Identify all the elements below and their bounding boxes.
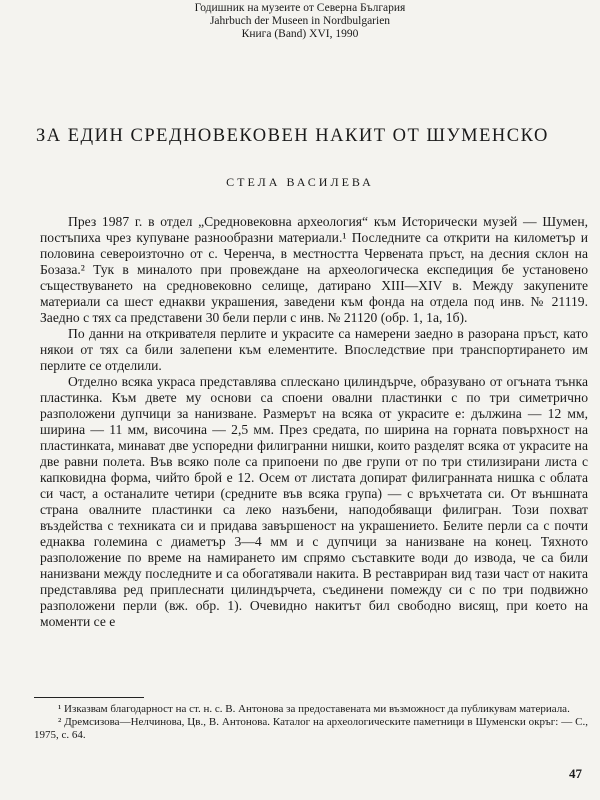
paragraph: През 1987 г. в отдел „Средновековна археология“ към Исторически музей — Шумен, постъпиха чрез купуване разнообразни материали.¹ Последните са открити на километър и половина североизточно от с. Черенча, в местността Червената пръст, на десния склон на Бозаза.² Тук в миналото при провеждане на археологическа експедиция бе установено съществуването на средновековно селище, датирано XIII—XIV в. Между закупените материали са шест еднакви украшения, заведени към фонда на отдела под инв. № 21119. Заедно с тях са представени 30 бели перли с инв. № 21120 (обр. 1, 1а, 1б).	[40, 214, 588, 325]
article-body	[40, 214, 588, 630]
article-author: СТЕЛА ВАСИЛЕВА	[226, 175, 374, 189]
page-number: 47	[569, 766, 582, 781]
journal-volume: Книга (Band) XVI, 1990	[241, 28, 359, 40]
journal-name-de: Jahrbuch der Museen in Nordbulgarien	[209, 15, 391, 27]
paragraph: По данни на откривателя перлите и украсите са намерени заедно в разорана пръст, като някои от тях са били залепени към елементите. Впоследствие при транспортирането им перлите се отделили.	[40, 326, 588, 373]
footnote-divider	[34, 697, 144, 698]
journal-name-bg: Годишник на музеите от Северна България	[194, 2, 406, 14]
paragraph: Отделно всяка украса представлява сплескано цилиндърче, образувано от огъната тънка пластинка. Към двете му основи са споени овални пластинки с по три симетрично разположени дупчици за нанизване. Размерът на всяка от украсите е: дължина — 12 мм, ширина — 11 мм, височина — 2,5 мм. През средата, по ширина на горната повърхност на пластинката, минават две успоредни филигранни нишки, които разделят всяка от украсите на две равни полета. Във всяко поле са припоени по две групи от по три стилизирани листа с капковидна форма, чийто брой е 12. Осем от листата допират филигранната нишка с облата си част, а останалите четири (средните във всяка група) — с връхчетата си. От външната страна овалните пластинки са леко назъбени, наподобяващи филигран. Този похват въздейства с техниката си и придава завършеност на украшението. Белите перли са с почти еднаква големина с диаметър 3—4 мм и с дупчици за нанизване на конец. Тяхното разположение по време на намирането им спрямо съставките води до извода, че са били нанизвани между последните и са обогатявали накита. В реставриран вид тази част от накита представлява ред приплеснати цилиндърчета, съединени помежду си с по три подвижно разположени перли (вж. обр. 1). Очевидно накитът бил свободно висящ, при което на моменти се е	[40, 374, 588, 629]
footnote: ¹ Изказвам благодарност на ст. н. с. В. Антонова за предоставената ми възможност да публикувам материала.	[58, 703, 570, 715]
footnotes	[34, 703, 588, 742]
journal-header	[0, 2, 600, 41]
footnote: ² Дремсизова—Нелчинова, Цв., В. Антонова. Каталог на археологическите паметници в Шуменски окръг: — С., 1975, с. 64.	[34, 716, 588, 741]
article-title: ЗА ЕДИН СРЕДНОВЕКОВЕН НАКИТ ОТ ШУМЕНСКО	[36, 126, 549, 146]
